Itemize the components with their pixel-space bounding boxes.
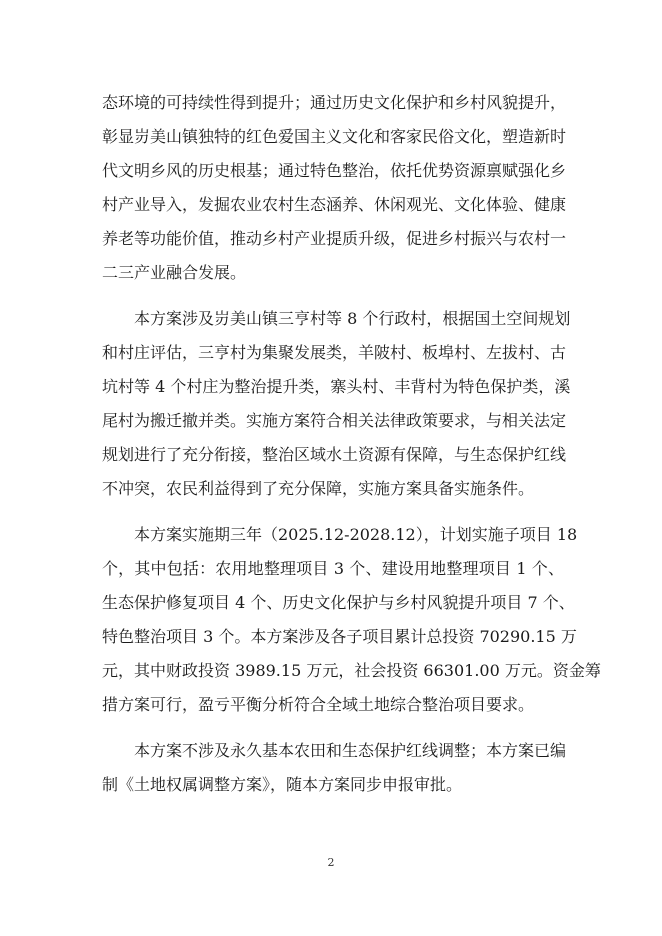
text-line: 彰显岃美山镇独特的红色爱国主义文化和客家民俗文化，塑造新时	[102, 127, 567, 146]
text-line: 本方案涉及岃美山镇三亨村等 8 个行政村，根据国土空间规划	[134, 309, 571, 328]
text-line: 和村庄评估，三亨村为集聚发展类，羊陂村、板埠村、左拔村、古	[102, 343, 567, 362]
text-line: 代文明乡风的历史根基；通过特色整治，依托优势资源禀赋强化乡	[102, 161, 567, 180]
paragraph-implementation	[102, 518, 601, 722]
text-line: 规划进行了充分衔接，整治区域水土资源有保障，与生态保护红线	[102, 445, 567, 464]
text-line: 本方案实施期三年（2025.12-2028.12），计划实施子项目 18	[134, 525, 578, 544]
paragraph-adjustment	[102, 734, 567, 802]
text-line: 态环境的可持续性得到提升；通过历史文化保护和乡村风貌提升，	[102, 93, 567, 112]
text-line: 生态保护修复项目 4 个、历史文化保护与乡村风貌提升项目 7 个、	[102, 593, 575, 612]
text-line: 尾村为搬迁撤并类。实施方案符合相关法律政策要求，与相关法定	[102, 411, 567, 430]
text-line: 元，其中财政投资 3989.15 万元，社会投资 66301.00 万元。资金筹	[102, 661, 601, 680]
text-line: 特色整治项目 3 个。本方案涉及各子项目累计总投资 70290.15 万	[102, 627, 577, 646]
text-line: 本方案不涉及永久基本农田和生态保护红线调整；本方案已编	[134, 741, 567, 760]
paragraph-villages	[102, 302, 571, 506]
text-line: 二三产业融合发展。	[102, 263, 247, 282]
text-line: 坑村等 4 个村庄为整治提升类，寨头村、丰背村为特色保护类，溪	[102, 377, 571, 396]
paragraph-outcomes	[102, 86, 567, 290]
text-line: 个，其中包括：农用地整理项目 3 个、建设用地整理项目 1 个、	[102, 559, 564, 578]
body-text	[102, 86, 601, 814]
page-number: 2	[327, 856, 335, 869]
text-line: 村产业导入，发掘农业农村生态涵养、休闲观光、文化体验、健康	[102, 195, 567, 214]
text-line: 制《土地权属调整方案》，随本方案同步申报审批。	[102, 775, 463, 794]
text-line: 措方案可行，盈亏平衡分析符合全域土地综合整治项目要求。	[102, 695, 535, 714]
text-line: 不冲突，农民利益得到了充分保障，实施方案具备实施条件。	[102, 479, 535, 498]
text-line: 养老等功能价值，推动乡村产业提质升级，促进乡村振兴与农村一	[102, 229, 567, 248]
